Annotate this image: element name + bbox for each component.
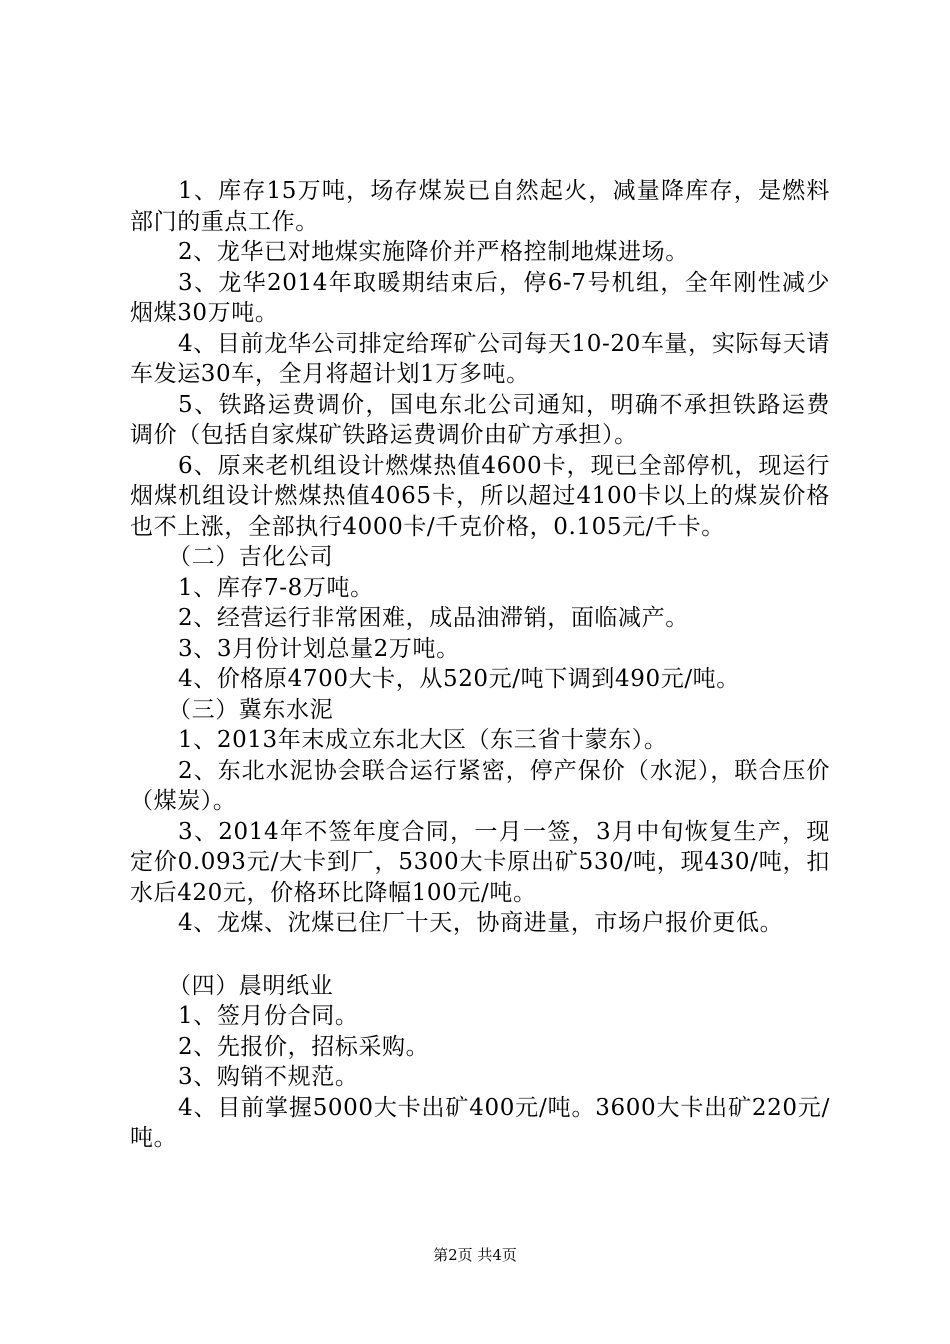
- paragraph: 1、签月份合同。: [178, 1003, 359, 1029]
- blank-line: [130, 939, 830, 971]
- paragraph: 3、3月份计划总量2万吨。: [178, 635, 460, 662]
- paragraph: 5、铁路运费调价，国电东北公司通知，明确不承担铁路运费调价（包括自家煤矿铁路运费调价由矿方承担）。: [130, 391, 830, 448]
- paragraph: 1、库存7-8万吨。: [178, 574, 374, 601]
- section-heading-chenming: （四）晨明纸业: [168, 972, 334, 999]
- paragraph: 1、2013年末成立东北大区（东三省十蒙东）。: [178, 727, 668, 753]
- paragraph: 4、价格原4700大卡，从520元/吨下调到490元/吨。: [178, 666, 740, 692]
- section-heading-jihua: （二）吉化公司: [168, 544, 334, 570]
- paragraph: 2、龙华已对地煤实施降价并严格控制地煤进场。: [178, 239, 689, 265]
- paragraph: 2、先报价，招标采购。: [178, 1033, 430, 1060]
- page-number-footer: 第2页 共4页: [433, 1246, 517, 1264]
- paragraph: 3、2014年不签年度合同，一月一签，3月中旬恢复生产，现定价0.093元/大卡到厂，5300大卡原出矿530/吨，现430/吨，扣水后420元，价格环比降幅100元/吨。: [130, 818, 830, 906]
- paragraph: 4、目前掌握5000大卡出矿400元/吨。3600大卡出矿220元/吨。: [130, 1094, 830, 1151]
- paragraph: 4、目前龙华公司排定给珲矿公司每天10-20车量，实际每天请车发运30车，全月将超计划1万多吨。: [130, 330, 830, 387]
- paragraph: 1、库存15万吨，场存煤炭已自然起火，减量降库存，是燃料部门的重点工作。: [130, 178, 830, 235]
- paragraph: 2、经营运行非常困难，成品油滞销，面临减产。: [178, 605, 689, 631]
- paragraph: 3、购销不规范。: [178, 1064, 359, 1090]
- section-heading-jidong: （三）冀东水泥: [168, 696, 334, 723]
- paragraph: 6、原来老机组设计燃煤热值4600卡，现已全部停机，现运行烟煤机组设计燃煤热值4065卡，所以超过4100卡以上的煤炭价格也不上涨，全部执行4000卡/千克价格，0.105元/千卡。: [130, 452, 830, 540]
- paragraph: 3、龙华2014年取暖期结束后，停6-7号机组，全年刚性减少烟煤30万吨。: [130, 269, 830, 326]
- paragraph: 4、龙煤、沈煤已住厂十天，协商进量，市场户报价更低。: [178, 910, 784, 936]
- document-body: [130, 176, 830, 1154]
- paragraph: 2、东北水泥协会联合运行紧密，停产保价（水泥），联合压价（煤炭）。: [130, 757, 830, 814]
